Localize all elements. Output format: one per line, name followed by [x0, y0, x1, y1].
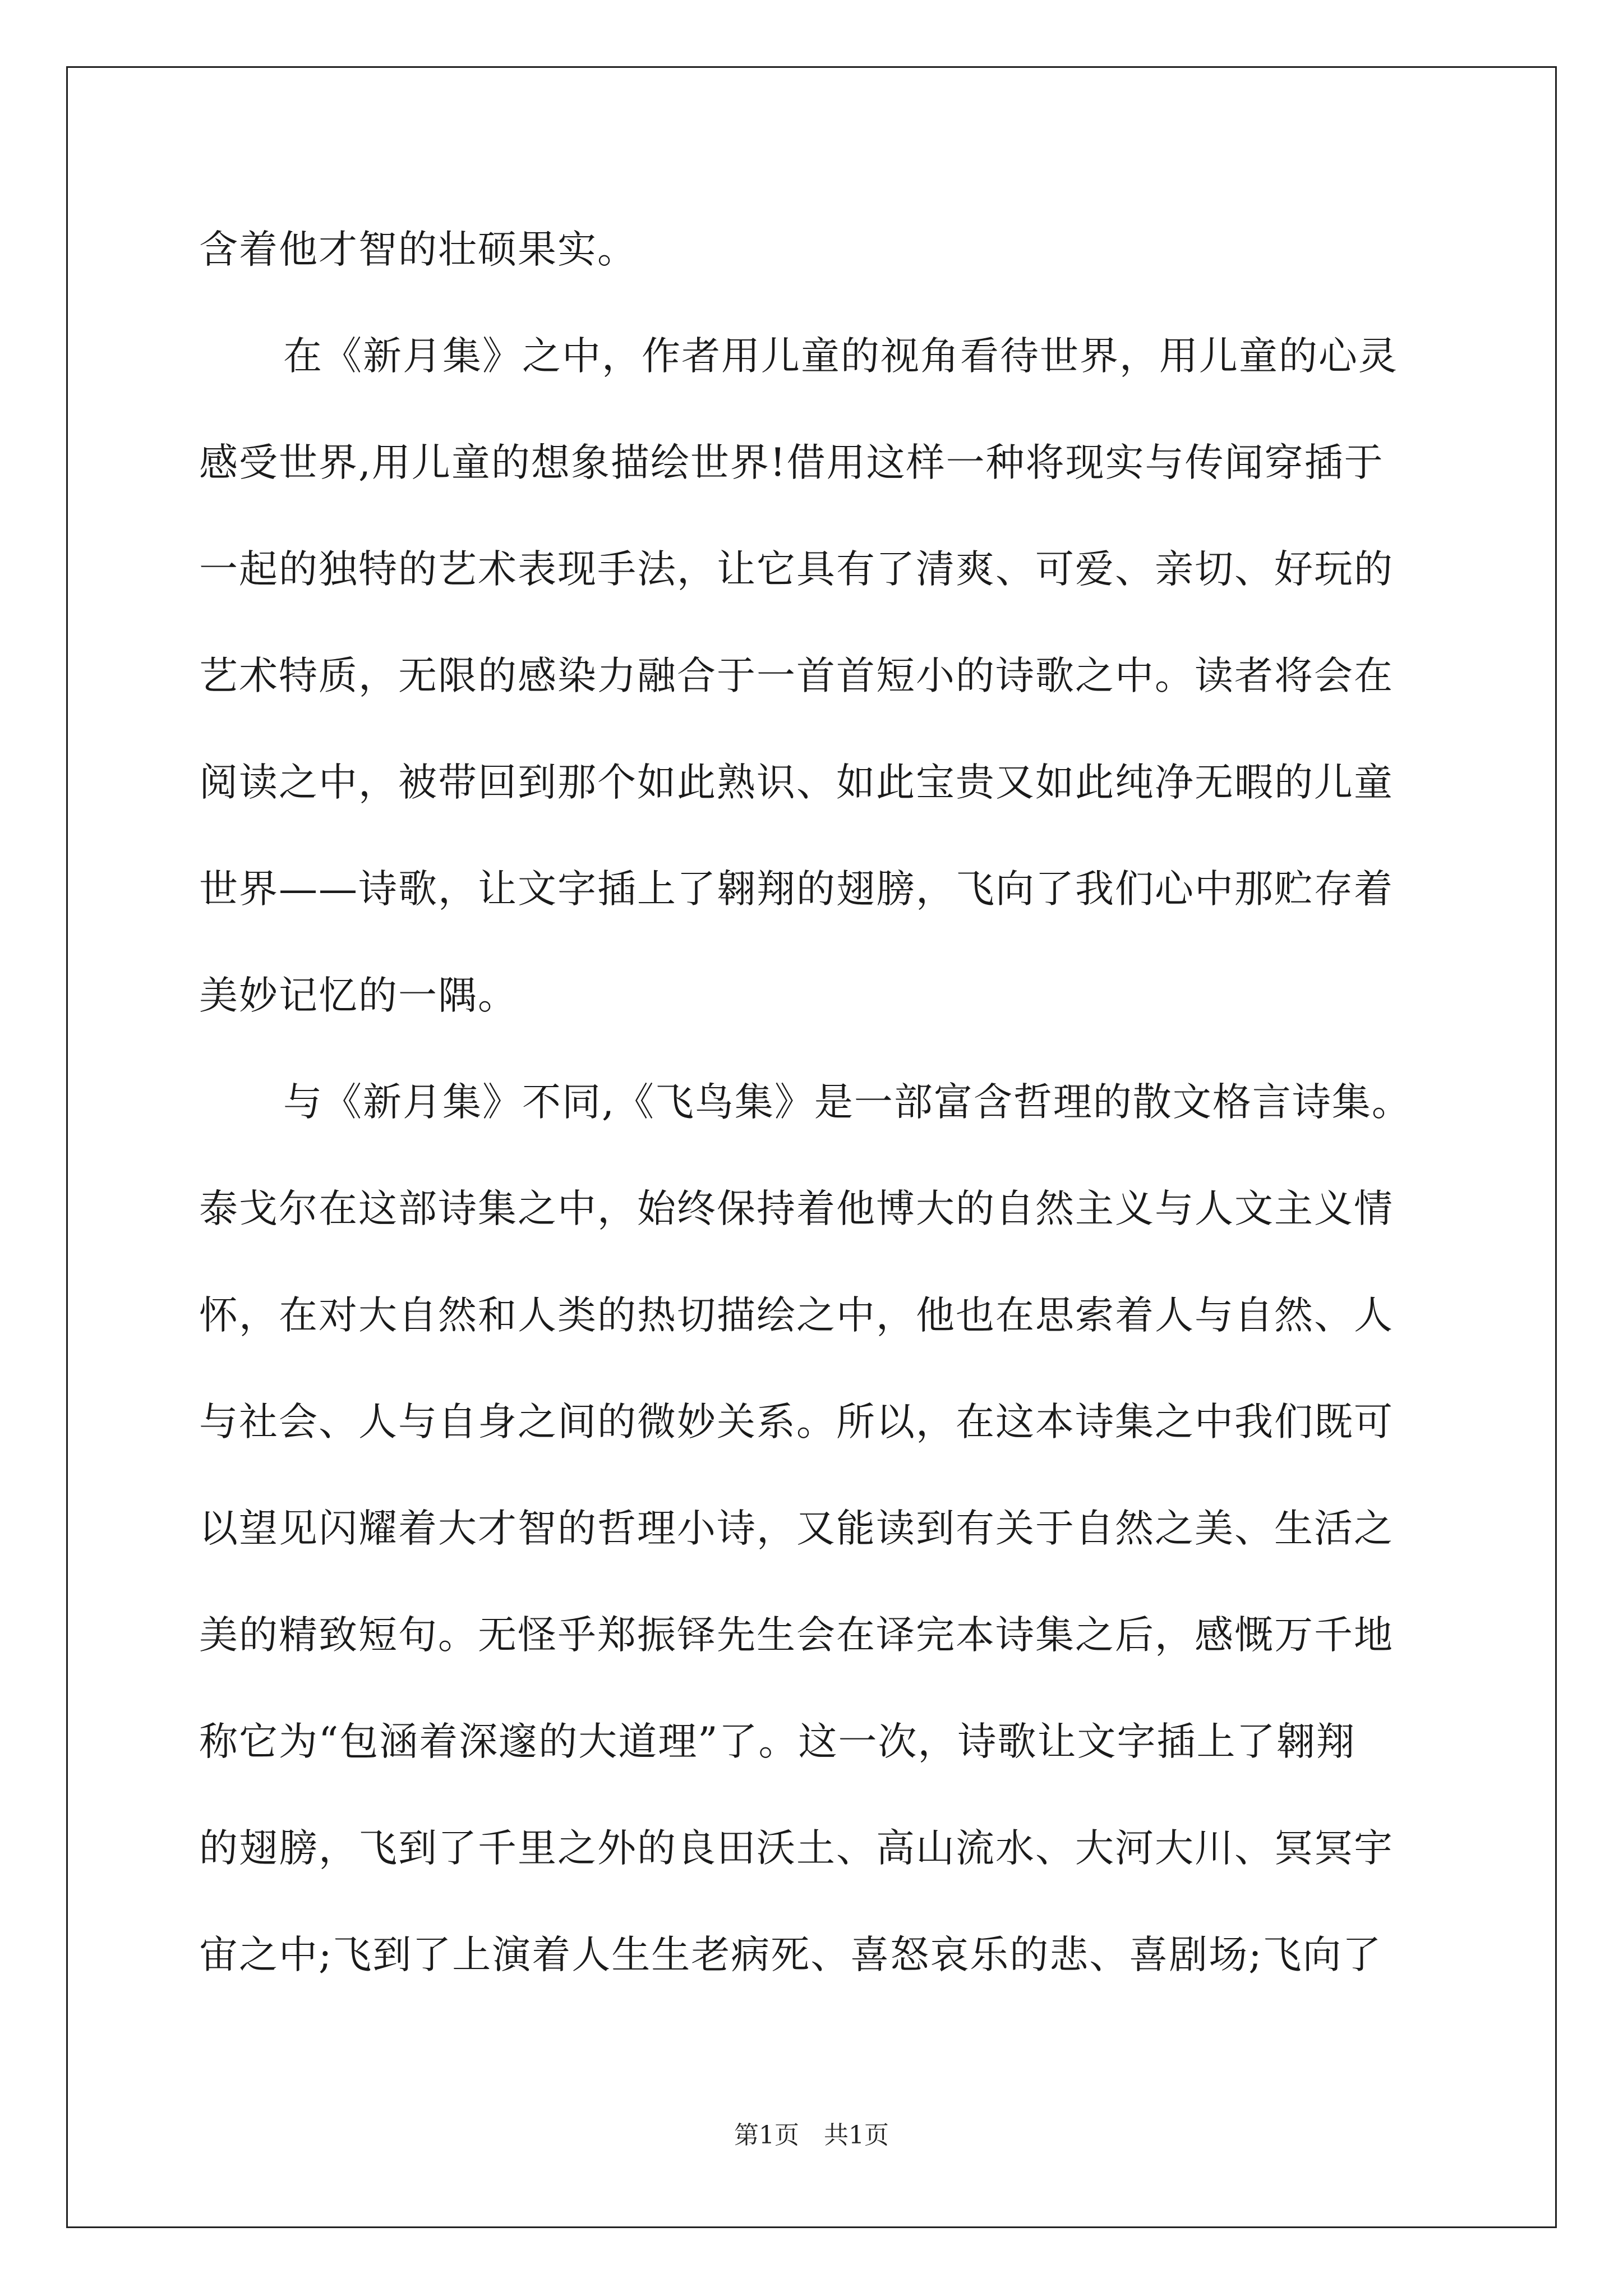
- text-line: 一起的独特的艺术表现手法，让它具有了清爽、可爱、亲切、好玩的: [199, 547, 1394, 592]
- text-line: 以望见闪耀着大才智的哲理小诗，又能读到有关于自然之美、生活之: [199, 1506, 1394, 1551]
- text-line: 阅读之中，被带回到那个如此熟识、如此宝贵又如此纯净无暇的儿童: [199, 760, 1394, 805]
- text-line: 感受世界,用儿童的想象描绘世界!借用这样一种将现实与传闻穿插于: [199, 440, 1384, 485]
- text-line: 泰戈尔在这部诗集之中，始终保持着他博大的自然主义与人文主义情: [199, 1186, 1394, 1231]
- text-line: 与《新月集》不同,《飞鸟集》是一部富含哲理的散文格言诗集。: [283, 1080, 1412, 1125]
- text-line: 怀，在对大自然和人类的热切描绘之中，他也在思索着人与自然、人: [199, 1293, 1394, 1338]
- text-line: 含着他才智的壮硕果实。: [199, 227, 637, 272]
- text-line: 美妙记忆的一隅。: [199, 973, 518, 1018]
- text-line: 在《新月集》之中，作者用儿童的视角看待世界，用儿童的心灵: [283, 334, 1398, 379]
- document-body: [199, 196, 1438, 2008]
- page-footer: 第1页 共1页: [734, 2121, 889, 2150]
- text-line: 与社会、人与自身之间的微妙关系。所以，在这本诗集之中我们既可: [199, 1400, 1394, 1444]
- text-line: 宙之中;飞到了上演着人生生老病死、喜怒哀乐的悲、喜剧场;飞向了: [199, 1932, 1382, 1977]
- text-line: 美的精致短句。无怪乎郑振铎先生会在译完本诗集之后，感慨万千地: [199, 1613, 1394, 1658]
- text-line: 艺术特质，无限的感染力融合于一首首短小的诗歌之中。读者将会在: [199, 654, 1394, 698]
- text-line: 称它为“包涵着深邃的大道理”了。这一次，诗歌让文字插上了翱翔: [199, 1719, 1356, 1764]
- text-line: 的翅膀，飞到了千里之外的良田沃土、高山流水、大河大川、冥冥宇: [199, 1826, 1394, 1871]
- text-line: 世界——诗歌，让文字插上了翱翔的翅膀，飞向了我们心中那贮存着: [199, 867, 1394, 912]
